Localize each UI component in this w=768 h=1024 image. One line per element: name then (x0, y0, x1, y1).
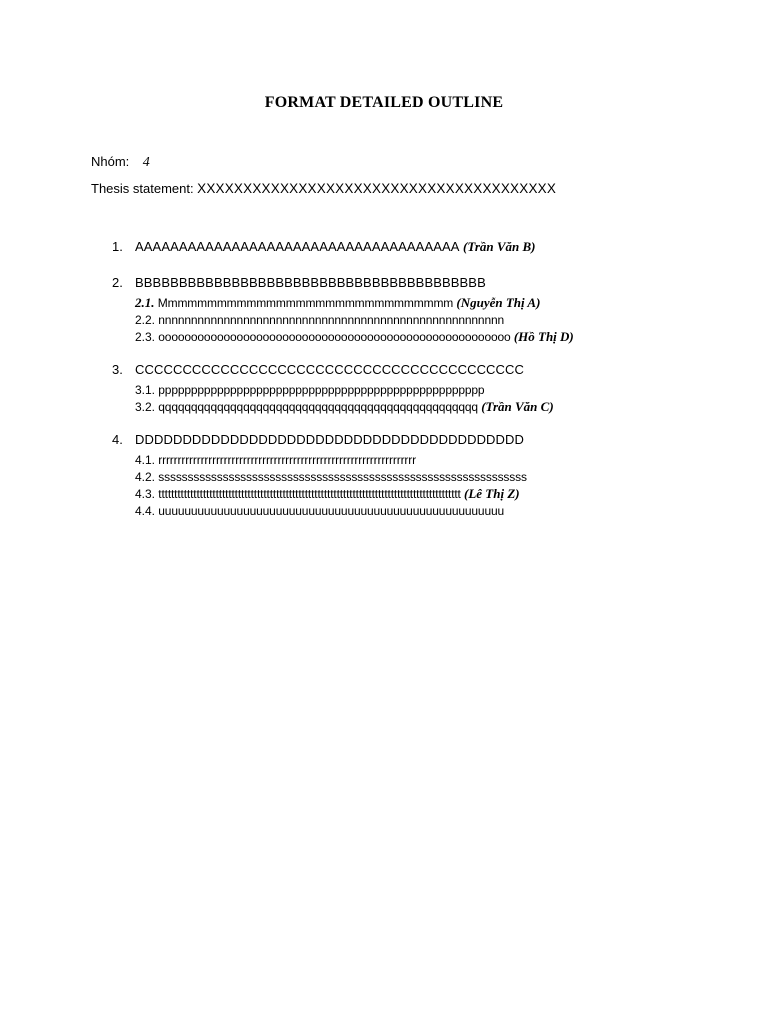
subsection-text: Mmmmmmmmmmmmmmmmmmmmmmmmmmmmmm (157, 296, 454, 310)
group-line (91, 154, 150, 171)
section-text: BBBBBBBBBBBBBBBBBBBBBBBBBBBBBBBBBBBBBBBB (135, 275, 486, 290)
subsection-text: uuuuuuuuuuuuuuuuuuuuuuuuuuuuuuuuuuuuuuuuuuuuuuuuuuuuu (158, 504, 505, 518)
section-number: 4. (112, 432, 123, 447)
subsection-item (135, 311, 752, 328)
subsection-item (135, 398, 752, 415)
subsection-number: 4.3. (135, 487, 156, 501)
subsection-text: nnnnnnnnnnnnnnnnnnnnnnnnnnnnnnnnnnnnnnnnnnnnnnnnnnnnn (158, 313, 505, 327)
subsection-number: 3.2. (135, 400, 156, 414)
subsection-text: sssssssssssssssssssssssssssssssssssssssssssssssssssssssssssssss (158, 470, 527, 484)
group-label: Nhóm: (91, 154, 130, 169)
section-number: 2. (112, 275, 123, 290)
subsection-number: 3.1. (135, 383, 156, 397)
subsection-number: 2.1. (135, 295, 155, 310)
subsection-number: 4.1. (135, 453, 156, 467)
group-value: 4 (142, 155, 150, 170)
subsection-item (135, 468, 752, 485)
subsection-item (135, 502, 752, 519)
outline-section-4 (112, 429, 752, 519)
section-number: 3. (112, 362, 123, 377)
subsection-author: (Hồ Thị D) (513, 329, 574, 344)
section-heading (112, 429, 752, 451)
section-number: 1. (112, 239, 123, 254)
section-text: AAAAAAAAAAAAAAAAAAAAAAAAAAAAAAAAAAAAA (135, 239, 460, 254)
subsection-text: rrrrrrrrrrrrrrrrrrrrrrrrrrrrrrrrrrrrrrrrrrrrrrrrrrrrrrrrrrrrrrrrrrr (158, 453, 416, 467)
outline-section-1 (112, 236, 752, 258)
subsection-number: 2.3. (135, 330, 156, 344)
thesis-line (91, 181, 556, 198)
subsection-item (135, 485, 752, 502)
subsection-number: 2.2. (135, 313, 156, 327)
section-author: (Trần Văn B) (463, 239, 536, 254)
subsection-item (135, 381, 752, 398)
subsection-text: pppppppppppppppppppppppppppppppppppppppppppppppppp (158, 383, 485, 397)
subsection-item (135, 328, 752, 345)
section-heading (112, 359, 752, 381)
outline-section-3 (112, 359, 752, 415)
section-heading (112, 272, 752, 294)
subsection-number: 4.4. (135, 504, 156, 518)
section-text: DDDDDDDDDDDDDDDDDDDDDDDDDDDDDDDDDDDDDDDDD (135, 432, 525, 447)
outline-section-2 (112, 272, 752, 345)
outline-list (112, 236, 752, 533)
subsection-text: oooooooooooooooooooooooooooooooooooooooooooooooooooooo (158, 330, 511, 344)
section-heading (112, 236, 752, 258)
subsection-item (135, 294, 752, 311)
subsection-author: (Nguyễn Thị A) (456, 295, 541, 310)
subsection-text: qqqqqqqqqqqqqqqqqqqqqqqqqqqqqqqqqqqqqqqqqqqqqqqqq (158, 400, 478, 414)
subsection-number: 4.2. (135, 470, 156, 484)
section-text: CCCCCCCCCCCCCCCCCCCCCCCCCCCCCCCCCCCCCCCCC (135, 362, 525, 377)
subsection-author: (Trần Văn C) (481, 399, 554, 414)
document-title: FORMAT DETAILED OUTLINE (264, 94, 504, 111)
thesis-label: Thesis statement: (91, 181, 194, 196)
thesis-value: XXXXXXXXXXXXXXXXXXXXXXXXXXXXXXXXXXXXXXX (197, 181, 557, 196)
subsection-text: ttttttttttttttttttttttttttttttttttttttttttttttttttttttttttttttttttttttttttttttttttttttttttttttt (158, 487, 461, 501)
subsection-item (135, 451, 752, 468)
subsection-author: (Lê Thị Z) (464, 486, 520, 501)
